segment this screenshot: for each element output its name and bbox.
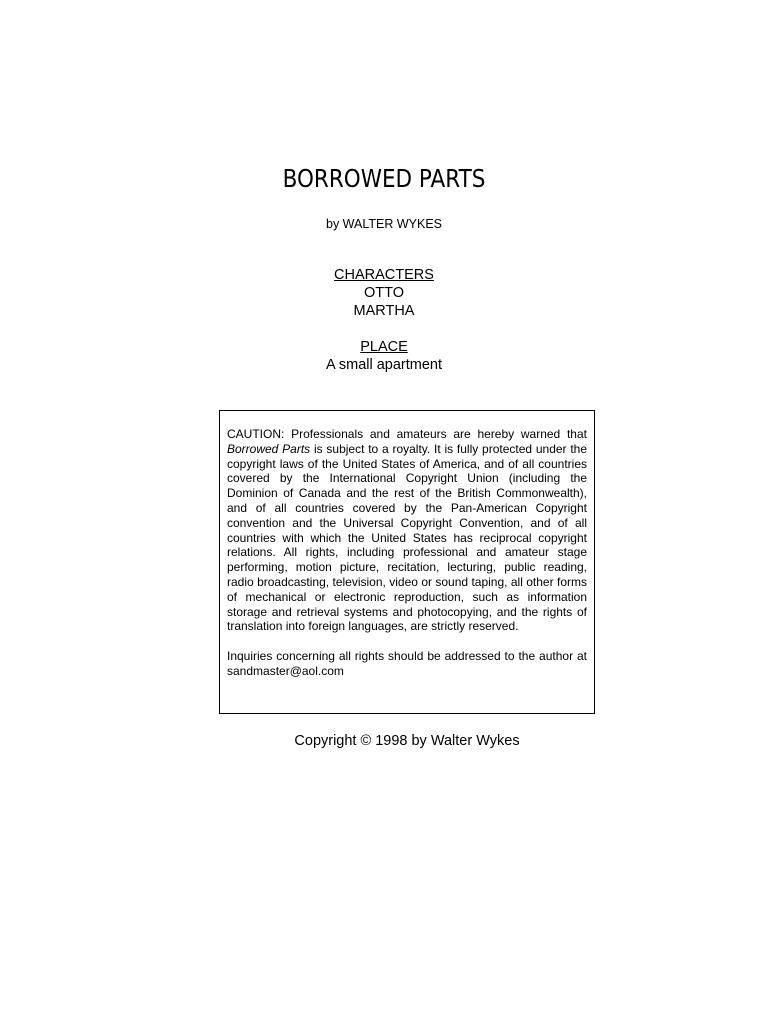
caution-lead: CAUTION: Professionals and amateurs are hereby warned that: [227, 427, 587, 441]
place-section: [0, 338, 768, 374]
copyright-notice: Copyright © 1998 by Walter Wykes: [294, 733, 520, 749]
inquiries-paragraph: Inquiries concerning all rights should be addressed to the author at sandmaster@aol.com: [227, 649, 587, 678]
place-description: A small apartment: [325, 357, 443, 373]
place-heading: PLACE: [360, 339, 408, 355]
play-title: BORROWED PARTS: [282, 164, 486, 193]
caution-notice-box: [219, 410, 595, 714]
caution-paragraph: [227, 427, 587, 634]
caution-body: is subject to a royalty. It is fully protected under the copyright laws of the United States of America, and of all countries covered by the International Copyright Union (including the Dominion of Canada and the rest of the British Commonwealth), and of all countries covered by the Pan-American Copyright convention and the Universal Copyright Convention, and of all countries with which the United States has reciprocal copyright relations. All rights, including professional and amateur stage performing, motion picture, recitation, lecturing, public reading, radio broadcasting, television, video or sound taping, all other forms of mechanical or electronic reproduction, such as information storage and retrieval systems and photocopying, and the rights of translation into foreign languages, are strictly reserved.: [227, 441, 588, 634]
character-name: MARTHA: [353, 303, 415, 319]
author-byline: by WALTER WYKES: [326, 217, 442, 231]
characters-section: [0, 266, 768, 320]
characters-heading: CHARACTERS: [334, 267, 434, 283]
caution-play-title: Borrowed Parts: [227, 441, 311, 456]
character-name: OTTO: [363, 285, 404, 301]
